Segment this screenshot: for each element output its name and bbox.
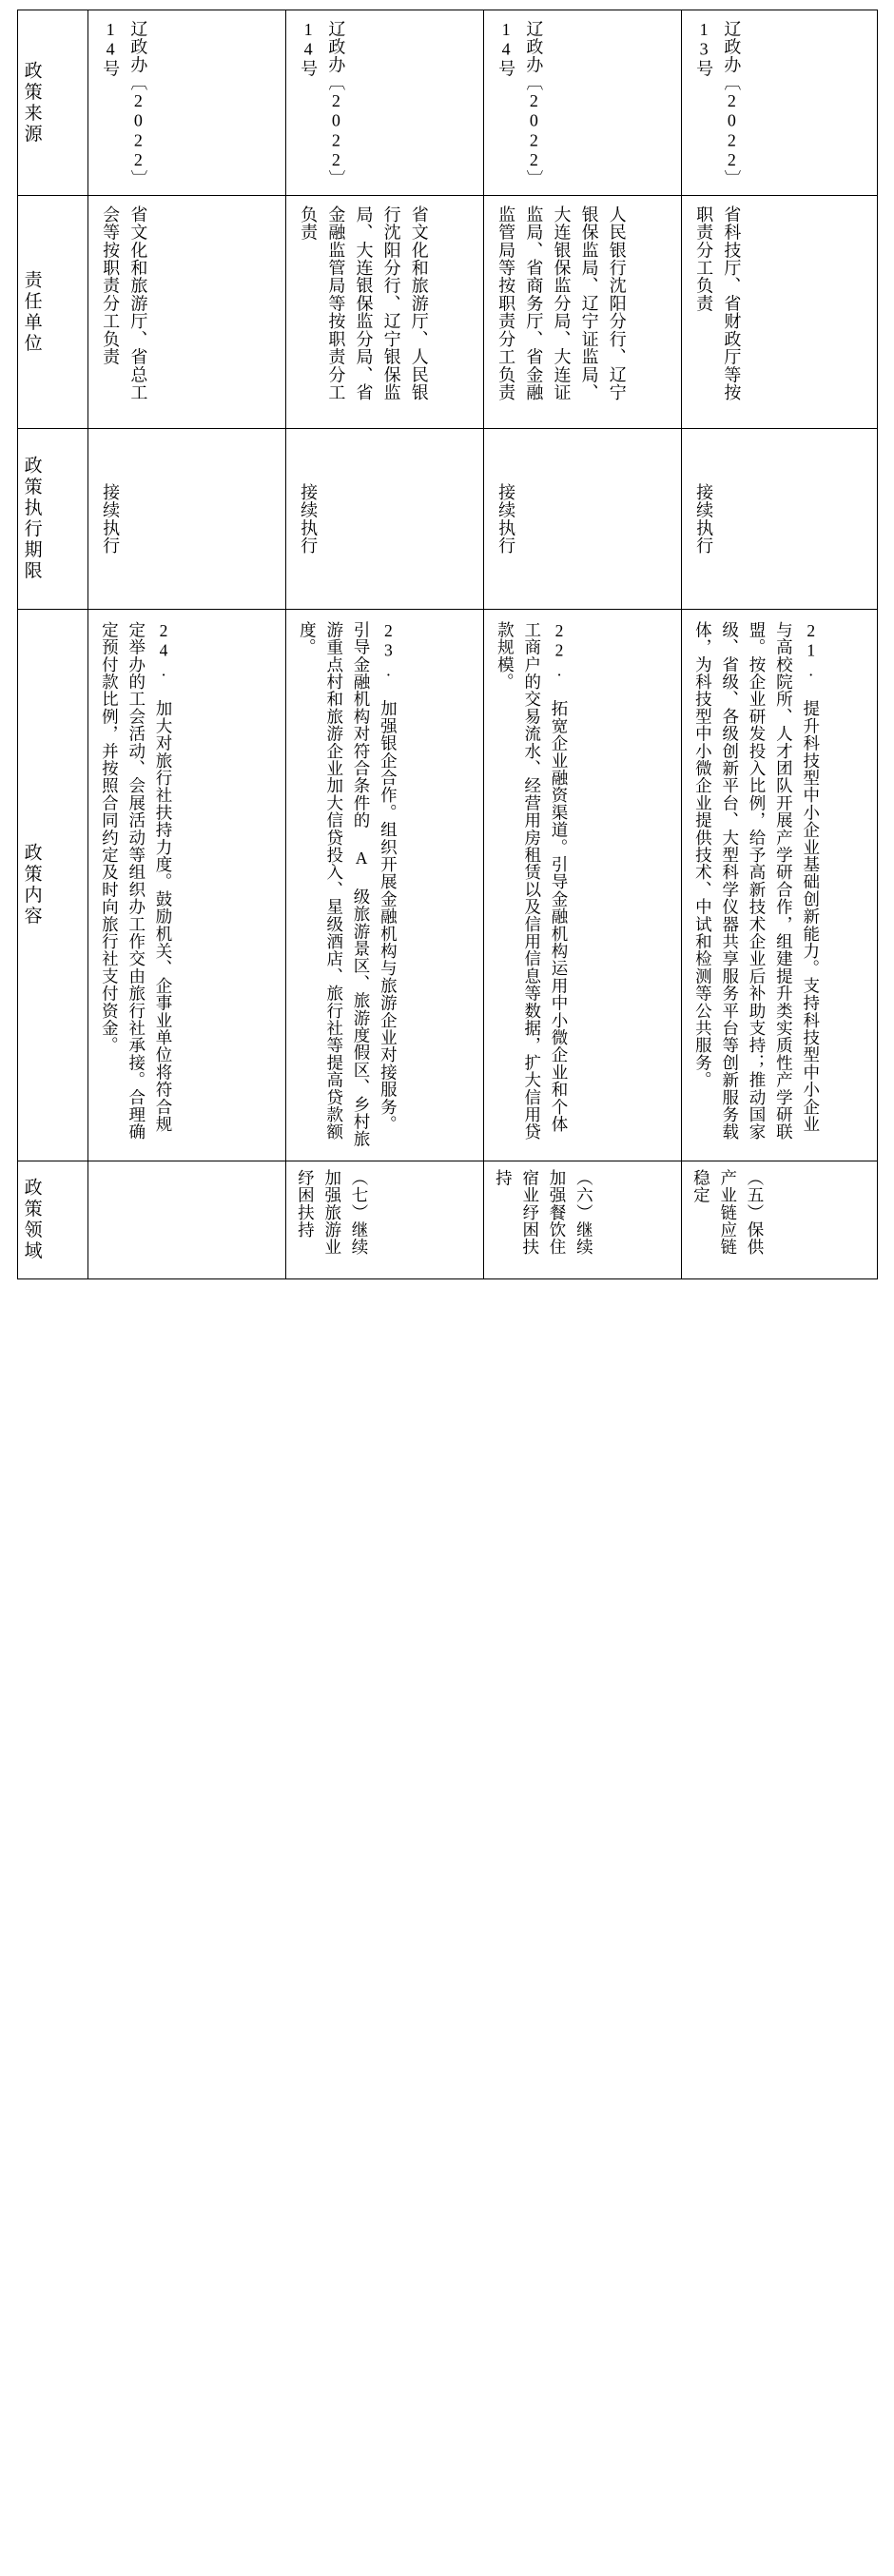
header-term — [18, 429, 88, 610]
table-band-source — [18, 10, 878, 196]
cell-source — [484, 10, 682, 196]
cell-term — [286, 429, 484, 610]
cell-content — [88, 610, 286, 1161]
header-label: 政策执行期限 — [21, 456, 42, 582]
cell-field — [682, 1161, 878, 1279]
source-text: 辽政办〔2022〕13号 — [694, 20, 742, 180]
cell-field — [286, 1161, 484, 1279]
unit-text: 人民银行沈阳分行、辽宁银保监局、辽宁证监局、大连银保监分局、大连证监局、省商务厅、省金融监管局等按职责分工负责 — [496, 205, 627, 401]
cell-term — [88, 429, 286, 610]
content-text: 21. 提升科技型中小企业基础创新能力。支持科技型中小企业与高校院所、人才团队开展产学研合作，组建提升类实质性产学研联盟。按企业研发投入比例，给予高新技术企业后补助支持；推动国家级、省级、各级创新平台、大型科学仪器共享服务平台等创新服务载体，为科技型中小微企业提供技术、中试和检测等公共服务。 — [693, 621, 821, 1141]
unit-text: 省文化和旅游厅、人民银行沈阳分行、辽宁银保监局、大连银保监分局、省金融监管局等按职责分工负责 — [299, 205, 429, 401]
cell-source — [88, 10, 286, 196]
cell-field — [484, 1161, 682, 1279]
cell-content — [682, 610, 878, 1161]
header-label: 责任单位 — [21, 269, 42, 355]
policy-table-grid — [17, 10, 878, 1279]
source-text: 辽政办〔2022〕14号 — [496, 20, 544, 180]
term-text: 接续执行 — [496, 483, 516, 555]
header-content — [18, 610, 88, 1161]
header-field — [18, 1161, 88, 1279]
header-label: 政策领域 — [21, 1178, 42, 1262]
table-band-content — [18, 610, 878, 1161]
field-text: （六）继续加强餐饮住宿业纾困扶持 — [494, 1169, 594, 1256]
field-text: （七）继续加强旅游业纾困扶持 — [296, 1169, 370, 1256]
content-text: 24. 加大对旅行社扶持力度。鼓励机关、企事业单位将符合规定举办的工会活动、会展活动等组织办工作交由旅行社承接。合理确定预付款比例，并按照合同约定及时向旅行社支付资金。 — [100, 621, 174, 1141]
cell-unit — [88, 196, 286, 429]
field-text — [88, 1161, 100, 1278]
table-band-field — [18, 1161, 878, 1279]
policy-table — [17, 10, 877, 1278]
table-band-unit — [18, 196, 878, 429]
header-label: 政策内容 — [21, 843, 42, 927]
content-text: 22. 拓宽企业融资渠道。引导金融机构运用中小微企业和个体工商户的交易流水、经营用房租赁以及信用信息等数据，扩大信用贷款规模。 — [496, 621, 570, 1141]
unit-text: 省文化和旅游厅、省总工会等按职责分工负责 — [101, 205, 148, 401]
term-text: 接续执行 — [694, 483, 714, 555]
header-source — [18, 10, 88, 196]
content-text: 23. 加强银企合作。组织开展金融机构与旅游企业对接服务。引导金融机构对符合条件的 A 级旅游景区、旅游度假区、乡村旅游重点村和旅游企业加大信贷投入、星级酒店、旅行社等提高贷款额度。 — [298, 621, 398, 1148]
header-unit — [18, 196, 88, 429]
cell-unit — [682, 196, 878, 429]
cell-source — [682, 10, 878, 196]
cell-field — [88, 1161, 286, 1279]
cell-content — [286, 610, 484, 1161]
cell-source — [286, 10, 484, 196]
term-text: 接续执行 — [299, 483, 319, 555]
source-text: 辽政办〔2022〕14号 — [101, 20, 148, 180]
cell-unit — [286, 196, 484, 429]
cell-unit — [484, 196, 682, 429]
cell-term — [484, 429, 682, 610]
unit-text: 省科技厅、省财政厅等按职责分工负责 — [694, 205, 742, 401]
cell-term — [682, 429, 878, 610]
table-band-term — [18, 429, 878, 610]
cell-content — [484, 610, 682, 1161]
header-label: 政策来源 — [21, 60, 42, 146]
term-text: 接续执行 — [101, 483, 121, 555]
source-text: 辽政办〔2022〕14号 — [299, 20, 346, 180]
field-text: （五）保供产业链应链稳定 — [691, 1169, 766, 1256]
